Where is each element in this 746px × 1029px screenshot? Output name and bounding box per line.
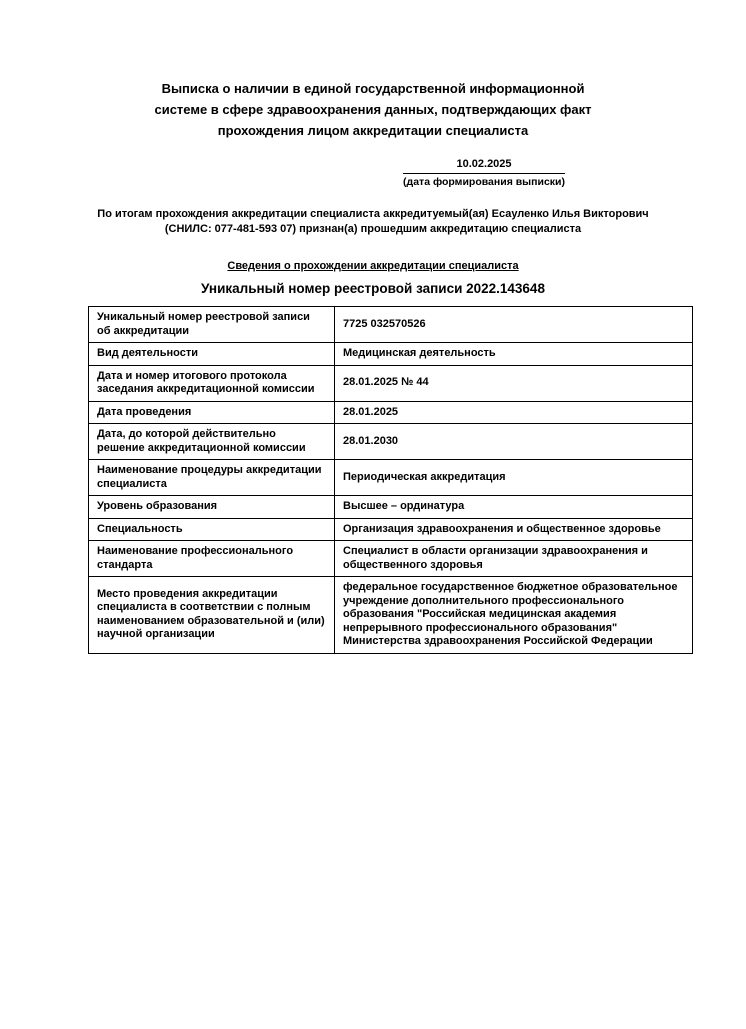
table-row bbox=[89, 541, 693, 577]
row-label-cell: Специальность bbox=[89, 518, 335, 541]
row-label-cell: Место проведения аккредитации специалиста в соответствии с полным наименованием образовательной и (или) научной организации bbox=[89, 577, 335, 654]
row-label-cell: Дата проведения bbox=[89, 401, 335, 424]
table-row bbox=[89, 365, 693, 401]
accreditation-table bbox=[88, 306, 693, 654]
page-title bbox=[0, 78, 746, 141]
intro-paragraph: По итогам прохождения аккредитации специалиста аккредитуемый(ая) Есауленко Илья Викторович (СНИЛС: 077-481-593 07) признан(а) прошедшим аккредитацию специалиста bbox=[97, 208, 649, 235]
extract-date-value: 10.02.2025 bbox=[456, 158, 512, 170]
row-label-cell: Наименование процедуры аккредитации специалиста bbox=[89, 460, 335, 496]
extract-date-caption: (дата формирования выписки) bbox=[403, 173, 565, 188]
row-value-cell: Высшее – ординатура bbox=[335, 496, 693, 519]
row-label-cell: Вид деятельности bbox=[89, 343, 335, 366]
title-line: Выписка о наличии в единой государственной информационной bbox=[161, 81, 585, 96]
table-row bbox=[89, 424, 693, 460]
row-value-cell: Специалист в области организации здравоохранения и общественного здоровья bbox=[335, 541, 693, 577]
table-row bbox=[89, 518, 693, 541]
table-row bbox=[89, 401, 693, 424]
record-heading: Уникальный номер реестровой записи 2022.143648 bbox=[201, 281, 545, 296]
row-value-cell: Медицинская деятельность bbox=[335, 343, 693, 366]
row-label-cell: Наименование профессионального стандарта bbox=[89, 541, 335, 577]
title-line: системе в сфере здравоохранения данных, подтверждающих факт bbox=[154, 102, 592, 117]
row-value-cell: Организация здравоохранения и общественное здоровье bbox=[335, 518, 693, 541]
row-value-cell: 28.01.2025 № 44 bbox=[335, 365, 693, 401]
title-line: прохождения лицом аккредитации специалиста bbox=[217, 123, 529, 138]
table-row bbox=[89, 496, 693, 519]
row-label-cell: Уровень образования bbox=[89, 496, 335, 519]
table-row bbox=[89, 343, 693, 366]
table-row bbox=[89, 577, 693, 654]
row-label-cell: Уникальный номер реестровой записи об аккредитации bbox=[89, 307, 335, 343]
row-value-cell: 28.01.2025 bbox=[335, 401, 693, 424]
row-value-cell: 7725 032570526 bbox=[335, 307, 693, 343]
row-value-cell: 28.01.2030 bbox=[335, 424, 693, 460]
table-row bbox=[89, 307, 693, 343]
extract-date-block bbox=[0, 158, 746, 188]
row-label-cell: Дата и номер итогового протокола заседания аккредитационной комиссии bbox=[89, 365, 335, 401]
row-value-cell: федеральное государственное бюджетное образовательное учреждение дополнительного профессионального образования "Российская медицинская академия непрерывного профессионального образования" Министерства здравоохранения Российской Федерации bbox=[335, 577, 693, 654]
section-heading: Сведения о прохождении аккредитации специалиста bbox=[227, 260, 519, 272]
row-label-cell: Дата, до которой действительно решение аккредитационной комиссии bbox=[89, 424, 335, 460]
row-value-cell: Периодическая аккредитация bbox=[335, 460, 693, 496]
table-row bbox=[89, 460, 693, 496]
